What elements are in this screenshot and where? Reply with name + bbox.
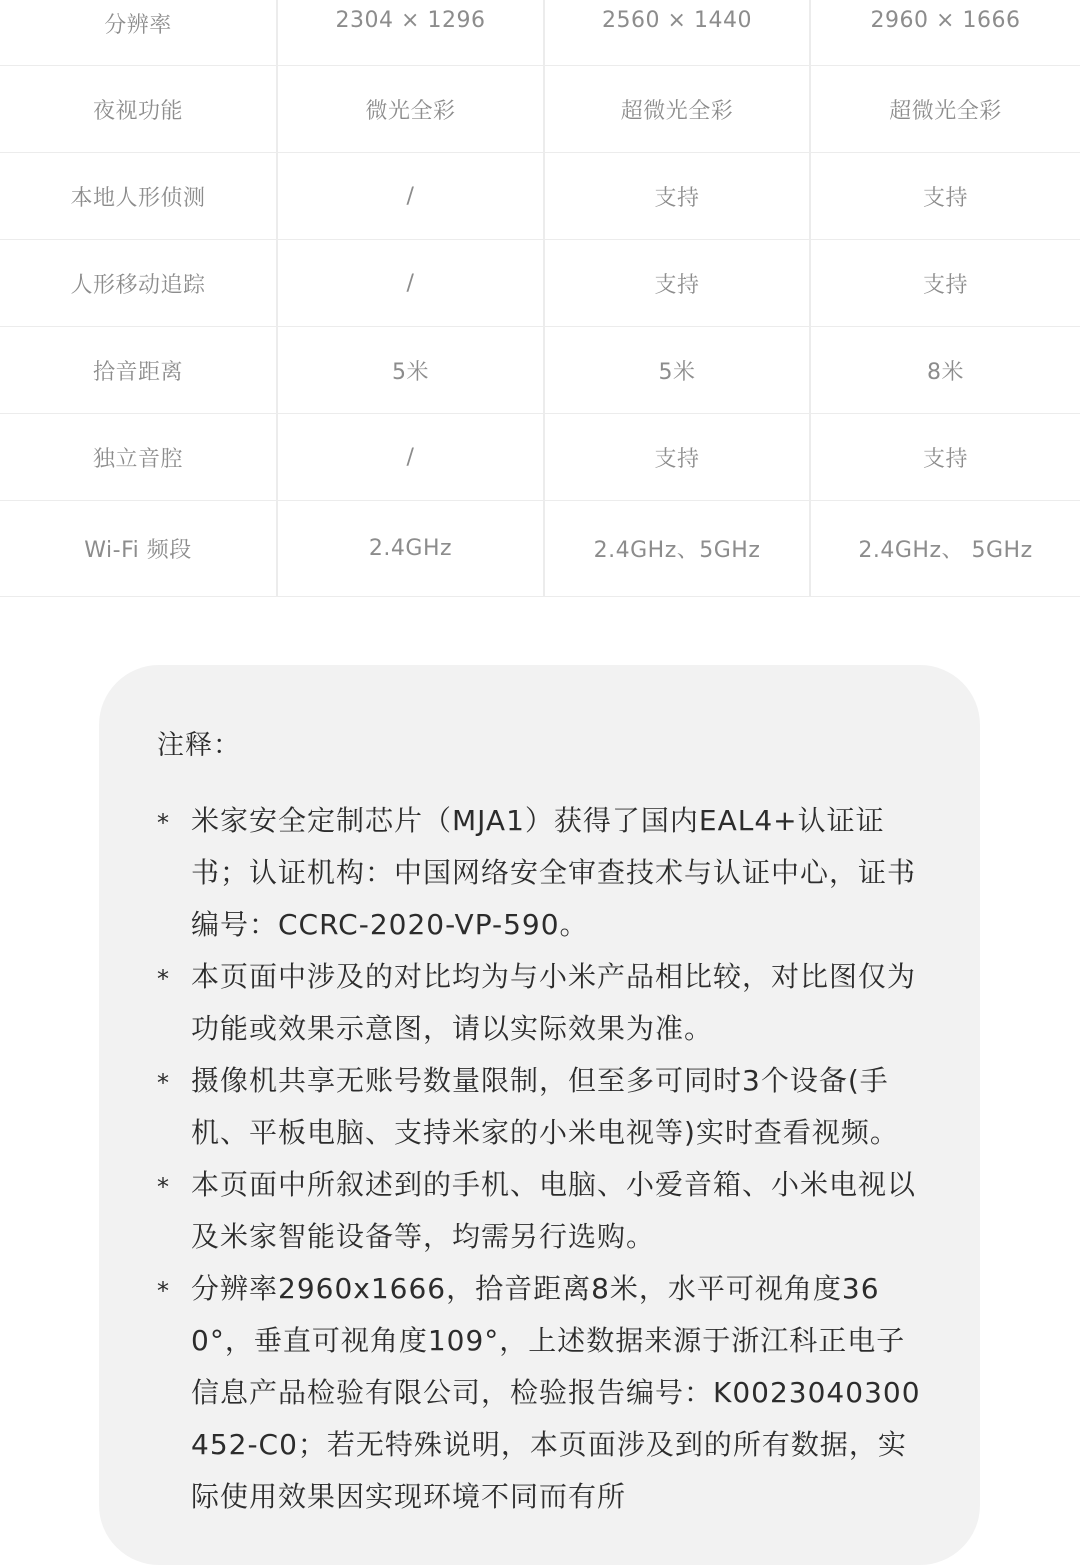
bullet-asterisk: * — [157, 965, 170, 993]
note-text: 本页面中涉及的对比均为与小米产品相比较，对比图仅为功能或效果示意图，请以实际效果为准。 — [191, 960, 917, 1045]
table-row — [0, 414, 1080, 501]
table-cell: 2560 × 1440 — [543, 0, 809, 65]
table-cell: 5米 — [276, 327, 543, 413]
notes-title: 注释： — [157, 730, 241, 761]
row-label: 人形移动追踪 — [70, 272, 206, 298]
table-cell: / — [276, 414, 543, 500]
table-row — [0, 240, 1080, 327]
note-item — [157, 1159, 922, 1263]
spec-comparison-table — [0, 0, 1080, 597]
table-cell: 8米 — [809, 327, 1080, 413]
table-row — [0, 66, 1080, 153]
table-cell: 2.4GHz、5GHz — [543, 501, 809, 596]
note-text: 摄像机共享无账号数量限制，但至多可同时3个设备(手机、平板电脑、支持米家的小米电视等)实时查看视频。 — [191, 1064, 899, 1149]
note-item — [157, 1263, 922, 1523]
table-cell: 微光全彩 — [276, 66, 543, 152]
notes-card — [99, 665, 980, 1565]
row-label: 夜视功能 — [92, 98, 183, 124]
row-label: 拾音距离 — [92, 359, 183, 385]
table-cell: 2304 × 1296 — [276, 0, 543, 65]
table-cell: 2.4GHz — [276, 501, 543, 596]
table-cell: / — [276, 153, 543, 239]
table-cell: 支持 — [809, 414, 1080, 500]
note-item — [157, 951, 922, 1055]
row-label: 独立音腔 — [92, 446, 183, 472]
table-cell: 超微光全彩 — [543, 66, 809, 152]
bullet-asterisk: * — [157, 1173, 170, 1201]
table-cell: 2960 × 1666 — [809, 0, 1080, 65]
bullet-asterisk: * — [157, 1277, 170, 1305]
table-row — [0, 501, 1080, 597]
table-cell: 支持 — [543, 414, 809, 500]
note-item — [157, 795, 922, 951]
table-cell: 支持 — [809, 240, 1080, 326]
table-row — [0, 153, 1080, 240]
row-label: Wi-Fi 频段 — [84, 538, 192, 563]
note-text: 米家安全定制芯片（MJA1）获得了国内EAL4+认证证书；认证机构：中国网络安全审查技术与认证中心，证书编号：CCRC-2020-VP-590。 — [191, 804, 917, 941]
note-item — [157, 1055, 922, 1159]
note-text: 本页面中所叙述到的手机、电脑、小爱音箱、小米电视以及米家智能设备等，均需另行选购。 — [191, 1168, 917, 1253]
table-cell: 2.4GHz、 5GHz — [809, 501, 1080, 596]
bullet-asterisk: * — [157, 1069, 170, 1097]
note-text: 分辨率2960x1666，拾音距离8米，水平可视角度360°，垂直可视角度109°，上述数据来源于浙江科正电子信息产品检验有限公司，检验报告编号：K0023040300452-C0；若无特殊说明，本页面涉及到的所有数据，实际使用效果因实现环境不同而有所 — [191, 1272, 921, 1513]
table-cell: / — [276, 240, 543, 326]
row-label: 本地人形侦测 — [70, 185, 206, 211]
table-cell: 5米 — [543, 327, 809, 413]
table-cell: 支持 — [809, 153, 1080, 239]
table-cell: 支持 — [543, 240, 809, 326]
table-row — [0, 327, 1080, 414]
table-row — [0, 0, 1080, 66]
table-cell: 超微光全彩 — [809, 66, 1080, 152]
table-cell: 支持 — [543, 153, 809, 239]
bullet-asterisk: * — [157, 809, 170, 837]
row-label: 分辨率 — [104, 13, 172, 38]
